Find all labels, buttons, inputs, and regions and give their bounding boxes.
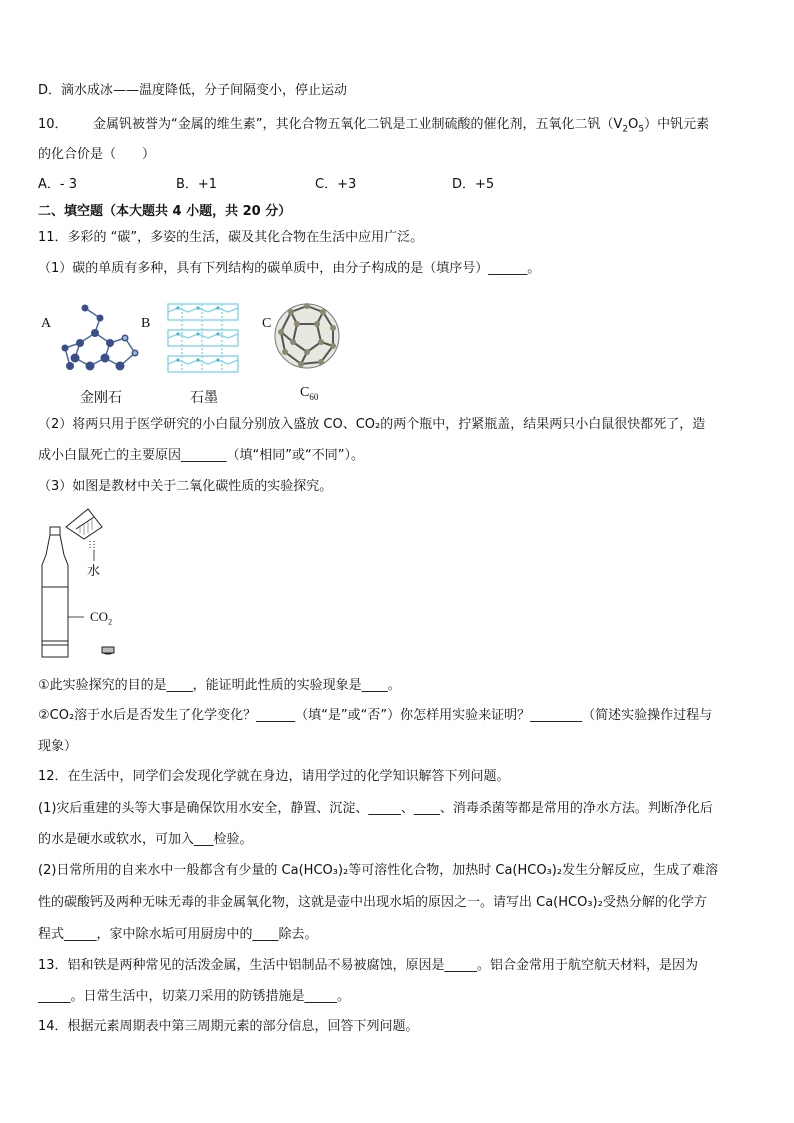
figure-letter-b: B [141, 316, 151, 331]
label-graphite: 石墨 [190, 390, 218, 406]
bottle-water-label: 水 [87, 564, 101, 579]
q10-option-b: B．+1 [176, 177, 218, 192]
q12-p1-line2: 的水是硬水或软水，可加入___检验。 [38, 832, 253, 847]
label-diamond: 金刚石 [80, 390, 122, 406]
section-heading: 二、填空题（本大题共 4 小题，共 20 分） [38, 204, 292, 219]
q11-intro: 11．多彩的 “碳”，多姿的生活，碳及其化合物在生活中应用广泛。 [38, 230, 424, 245]
q13-line2: _____。日常生活中，切菜刀采用的防锈措施是_____。 [38, 989, 351, 1004]
q10-stem-line1: 金属钒被誉为“金属的维生素”，其化合物五氧化二钒是工业制硫酸的催化剂，五氧化二钒$(V_2O_5)$中钒元素 [93, 117, 710, 135]
q11-sub3: （3）如图是教材中关于二氧化碳性质的实验探究。 [38, 479, 333, 494]
q11-sub1: （1）碳的单质有多种，具有下列结构的碳单质中，由分子构成的是（填序号）______。 [38, 261, 541, 276]
q10-option-c: C．+3 [315, 177, 357, 192]
figure-letter-a: A [41, 316, 52, 331]
q12-p2-line3: 程式_____，家中除水垢可用厨房中的____除去。 [38, 927, 318, 942]
q14-line1: 14．根据元素周期表中第三周期元素的部分信息，回答下列问题。 [38, 1019, 419, 1034]
q10-number: 10． [38, 117, 68, 132]
q12-p2-line1: (2)日常所用的自来水中一般都含有少量的 Ca(HCO₃)₂等可溶性化合物，加热时 Ca(HCO₃)₂发生分解反应，生成了难溶 [38, 863, 719, 878]
q11-circle1: ①此实验探究的目的是____，能证明此性质的实验现象是____。 [38, 678, 401, 693]
c60-structure-image [271, 298, 345, 376]
q10-option-d: D．+5 [452, 177, 495, 192]
q12-p1-line1: (1)灾后重建的头等大事是确保饮用水安全，静置、沉淀、_____、____、消毒杀菌等都是常用的净水方法。判断净化后 [38, 801, 713, 816]
q9-option-d: D．滴水成冰——温度降低，分子间隔变小，停止运动 [38, 83, 348, 98]
graphite-structure-image [162, 300, 248, 378]
q10-option-a: A．- 3 [38, 177, 77, 192]
q11-sub2-line2: 成小白鼠死亡的主要原因_______（填“相同”或“不同”）。 [38, 448, 364, 463]
co2-bottle-experiment-image [36, 505, 126, 665]
label-c60: $C_{60}$ [300, 385, 319, 402]
q12-p2-line2: 性的碳酸钙及两种无味无毒的非金属氧化物，这就是壶中出现水垢的原因之一。请写出 Ca(HCO₃)₂受热分解的化学方 [38, 895, 707, 910]
q10-stem-line2: 的化合价是（ ） [38, 147, 156, 162]
q12-intro: 12．在生活中，同学们会发现化学就在身边，请用学过的化学知识解答下列问题。 [38, 769, 510, 784]
q11-circle2-line1: ②CO₂溶于水后是否发生了化学变化？______（填“是”或“否”）你怎样用实验来证明？________（简述实验操作过程与 [38, 708, 713, 723]
bottle-co2-label: $CO_2$ [90, 609, 113, 627]
q11-circle2-line2: 现象） [38, 739, 78, 754]
figure-letter-c: C [262, 316, 272, 331]
q13-line1: 13．铝和铁是两种常见的活泼金属，生活中铝制品不易被腐蚀，原因是_____。铝合金常用于航空航天材料，是因为 [38, 958, 699, 973]
q11-sub2-line1: （2）将两只用于医学研究的小白鼠分别放入盛放 CO、CO₂的两个瓶中，拧紧瓶盖，结果两只小白鼠很快都死了，造 [38, 417, 706, 432]
diamond-structure-image [55, 298, 145, 378]
